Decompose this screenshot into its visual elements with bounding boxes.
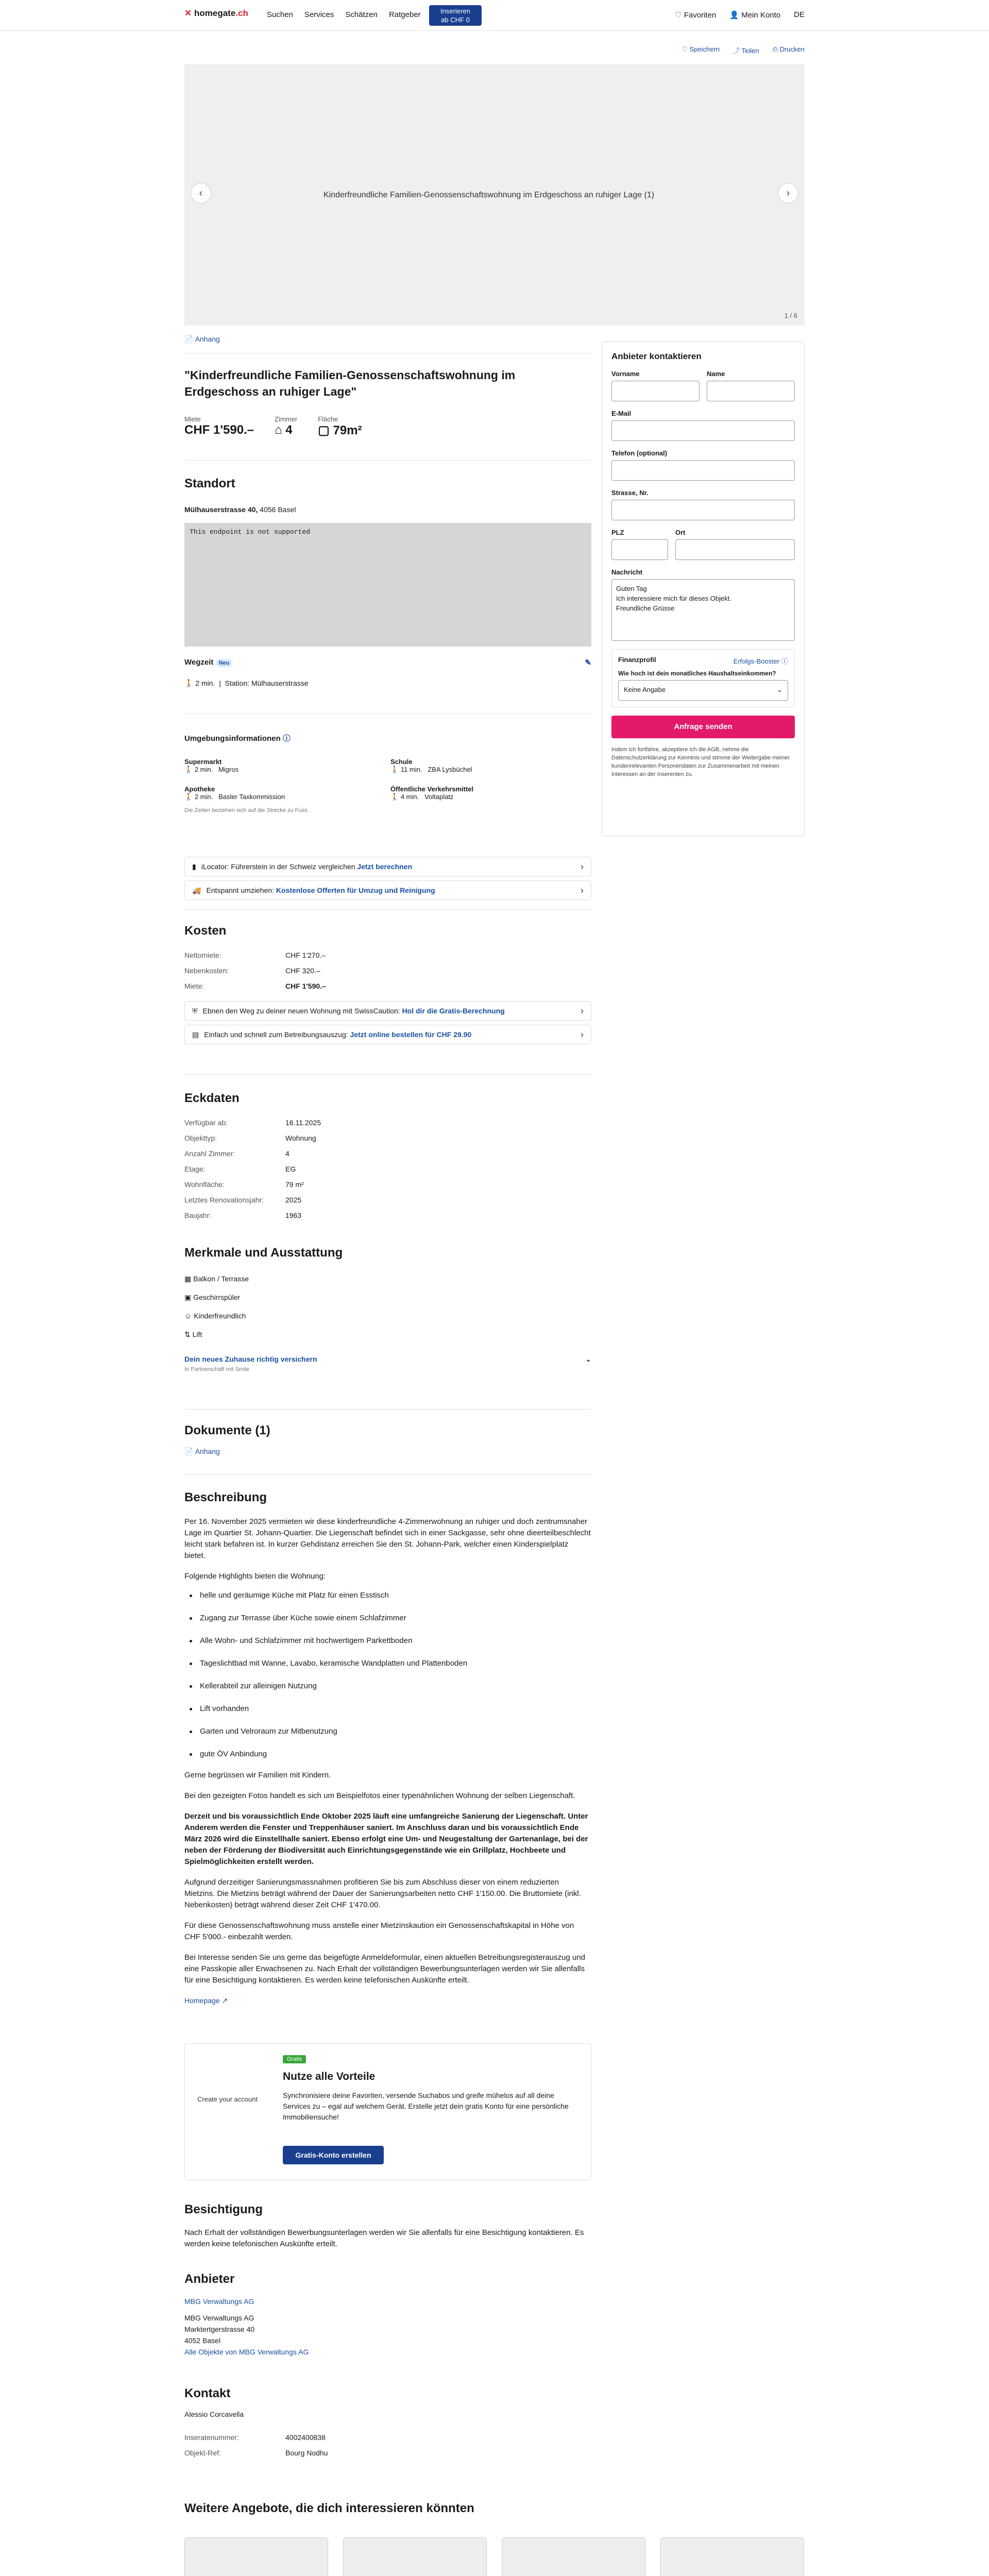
- message-textarea[interactable]: Guten Tag Ich interessiere mich für dieses Objekt. Freundliche Grüsse: [611, 579, 795, 641]
- send-request-button[interactable]: Anfrage senden: [611, 716, 795, 738]
- provider-heading: Anbieter: [184, 2272, 235, 2286]
- cost-row: Miete: CHF 1'590.–: [184, 982, 326, 990]
- printer-icon: ⎙: [772, 45, 778, 53]
- nav-estimate[interactable]: Schätzen: [345, 10, 378, 19]
- ilocator-promo[interactable]: ▮ iLocator: Führerstein in der Schweiz vergleichen Jetzt berechnen ›: [184, 857, 591, 876]
- provider-info: MBG Verwaltungs AG MBG Verwaltungs AG Marktertgerstrasse 40 4052 Basel Alle Objekte von MBG Verwaltungs AG: [184, 2296, 591, 2358]
- share-icon: ⤴: [733, 47, 740, 55]
- insert-button[interactable]: Inserieren ab CHF 0: [429, 5, 482, 26]
- description-paragraph: Gerne begrüssen wir Familien mit Kindern.: [184, 1771, 331, 1780]
- route-info: 🚶 2 min. | Station: Mülhauserstrasse: [184, 679, 309, 687]
- child-icon: ☺: [184, 1312, 192, 1320]
- swisscaution-promo[interactable]: ⛨ Ebnen den Weg zu deiner neuen Wohnung mit SwissCaution: Hol dir die Gratis-Berechnung ›: [184, 1001, 591, 1021]
- location-heading: Standort: [184, 477, 235, 490]
- description-heading: Beschreibung: [184, 1490, 267, 1504]
- booster-link[interactable]: Erfolgs-Booster ⓘ: [733, 657, 788, 665]
- detail-row: Wohnfläche: 79 m²: [184, 1180, 304, 1189]
- details-heading: Eckdaten: [184, 1091, 240, 1105]
- address: Mülhauserstrasse 40, 4056 Basel: [184, 505, 296, 514]
- user-icon: 👤: [729, 11, 740, 20]
- surroundings-heading: Umgebungsinformationen ⓘ: [184, 734, 291, 743]
- info-icon[interactable]: ⓘ: [282, 734, 291, 743]
- list-item: Tageslichtbad mit Wanne, Lavabo, keramische Wandplatten und Plattenboden: [184, 1652, 591, 1675]
- finance-profile: Finanzprofil Erfolgs-Booster ⓘ Wie hoch ist dein monatliches Haushaltseinkommen? Keine Angabe ⌄: [611, 649, 795, 707]
- image-gallery[interactable]: [184, 64, 805, 326]
- detail-row: Verfügbar ab: 16.11.2025: [184, 1118, 321, 1127]
- surrounding-item: Apotheke 🚶 2 min. Basler Taxkommission: [184, 785, 285, 801]
- chart-icon: ▮: [192, 862, 196, 871]
- nav-services[interactable]: Services: [304, 10, 334, 19]
- attachment-link[interactable]: 📄 Anhang: [184, 335, 220, 343]
- list-item: Garten und Velroraum zur Mitbenutzung: [184, 1720, 591, 1743]
- key-facts: Miete CHF 1'590.– Zimmer ⌂ 4 Fläche ▢ 79m²: [184, 415, 362, 437]
- shield-icon: ⛨: [192, 1006, 198, 1015]
- details-table: [184, 1115, 591, 1223]
- detail-row: Anzahl Zimmer: 4: [184, 1149, 289, 1158]
- detail-row: Objekttyp: Wohnung: [184, 1134, 316, 1142]
- save-button[interactable]: ♡ Speichern: [681, 45, 720, 53]
- dishwasher-icon: ▣: [184, 1293, 192, 1301]
- costs-table: [184, 947, 591, 994]
- list-item: helle und geräumige Küche mit Platz für einen Esstisch: [184, 1584, 591, 1607]
- logo[interactable]: ✕ homegate.ch: [184, 8, 248, 18]
- features-heading: Merkmale und Ausstattung: [184, 1246, 343, 1260]
- homepage-link[interactable]: Homepage ↗: [184, 1996, 228, 2005]
- gallery-counter: 1 / 6: [784, 312, 797, 319]
- feature-item: ▦ Balkon / Terrasse: [184, 1275, 249, 1283]
- list-item: Lift vorhanden: [184, 1698, 591, 1720]
- documents-heading: Dokumente (1): [184, 1423, 270, 1437]
- description-paragraph: Bei Interesse senden Sie uns gerne das beigefügte Anmeldeformular, einen aktuellen Betreibungsregisterauszug und eine Passkopie aller Erwachsenen zu. Nach Erhalt der vollständigen Bewerbungsunterlagen werden wir Sie allenfalls für eine Besichtigung kontaktieren. Es werden keine telefonischen Auskünfte erteilt.: [184, 1953, 586, 1985]
- highlights-list: [184, 1584, 591, 1766]
- create-account-button[interactable]: Gratis-Konto erstellen: [283, 2146, 384, 2164]
- income-select[interactable]: Keine Angabe ⌄: [618, 680, 788, 701]
- feature-item: ⇅ Lift: [184, 1330, 202, 1338]
- listing-card-placeholder[interactable]: [343, 2537, 487, 2576]
- description-paragraph: Für diese Genossenschaftswohnung muss anstelle einer Mietzinskaution ein Genossenschaftskapital in Höhe von CHF 5'000.- einbezahlt werden.: [184, 1921, 574, 1941]
- cost-row: Nettomiete: CHF 1'270.–: [184, 951, 326, 959]
- heart-icon: ♡: [675, 11, 682, 20]
- description-paragraph: Aufgrund derzeitiger Sanierungsmassnahmen profitieren Sie bis zum Abschluss dieser von einem reduzierten Mietzins. Die Mietzins beträgt während der Dauer der Sanierungsarbeiten netto CHF 1'150.00. Die Bruttomiete (inkl. Nebenkosten) beträgt während dieser Zeit CHF 1'470.00.: [184, 1878, 581, 1909]
- description-paragraph: Derzeit und bis voraussichtlich Ende Oktober 2025 läuft eine umfangreiche Sanierung der Liegenschaft. Unter Anderem werden die Fenster und Treppenhäuser saniert. Im Anschluss daran und bis voraussichtlich Ende März 2026 wird die Einstellhalle saniert. Ebenso erfolgt eine Um- und Neugestaltung der Gartenanlage, bei der neben der Förderung der Biodiversität auch Einrichtungsgegenstände wie ein Grillplatz, Hochbeete und Spielmöglichkeiten erstellt werden.: [184, 1812, 588, 1866]
- first-name-input[interactable]: [611, 381, 700, 401]
- smile-logo: Smile: [235, 1366, 249, 1372]
- print-button[interactable]: ⎙ Drucken: [772, 45, 805, 53]
- phone-input[interactable]: [611, 460, 795, 481]
- contact-heading: Kontakt: [184, 2386, 231, 2400]
- features-list: [184, 1269, 591, 1344]
- surrounding-item: Schule 🚶 11 min. ZBA Lysbüchel: [390, 758, 472, 773]
- site-header: [0, 0, 989, 31]
- list-item: Alle Wohn- und Schlafzimmer mit hochwertigem Parkettboden: [184, 1630, 591, 1652]
- account-link[interactable]: 👤 Mein Konto: [729, 11, 781, 20]
- free-badge: Gratis: [283, 2055, 306, 2063]
- balcony-icon: ▦: [184, 1275, 192, 1283]
- listing-actions: [681, 45, 805, 55]
- moving-promo[interactable]: 🚚 Entspannt umziehen: Kostenlose Offerten für Umzug und Reinigung ›: [184, 880, 591, 900]
- viewing-heading: Besichtigung: [184, 2202, 263, 2216]
- feature-item: ▣ Geschirrspüler: [184, 1293, 241, 1301]
- chevron-right-icon: ›: [581, 1005, 584, 1016]
- contact-row: Inseratenummer: 4002400838: [184, 2433, 326, 2442]
- nav-search[interactable]: Suchen: [267, 10, 293, 19]
- street-input[interactable]: [611, 500, 795, 520]
- description-paragraph: Folgende Highlights bieten die Wohnung:: [184, 1572, 326, 1581]
- external-link-icon: ↗: [221, 1996, 228, 2005]
- more-listings-heading: Weitere Angebote, die dich interessieren könnten: [184, 2501, 474, 2515]
- contact-form: Anbieter kontaktieren Vorname Name E-Mail Telefon (optional) Strasse, Nr. PLZ Ort Nachricht Guten Tag Ich interessiere mich für dieses Objekt. Freundliche Grüsse Finanzprofil Erfolgs-Booster ⓘ Wie hoch ist dein monatliches Haushaltseinkommen? Keine Angabe ⌄ Anfrage senden Indem ich fortfahre, akzeptiere ich die AGB, nehme die Datenschutzerklärung zur Kenntnis und stimme der Weitergabe meiner kundenrelevanten Personendaten zur Zusammenarbeit mit meinen Interessen an der Inserenten zu.: [602, 342, 805, 836]
- last-name-input[interactable]: [707, 381, 795, 401]
- insurance-partner: In Partnerschaft mit Smile: [184, 1366, 249, 1372]
- description-paragraph: Bei den gezeigten Fotos handelt es sich um Beispielfotos einer typenähnlichen Wohnung der selben Liegenschaft.: [184, 1791, 575, 1800]
- list-item: Zugang zur Terrasse über Küche sowie einem Schlafzimmer: [184, 1607, 591, 1630]
- area-icon: ▢: [318, 423, 330, 437]
- listing-title: "Kinderfreundliche Familien-Genossenschaftswohnung im Erdgeschoss an ruhiger Lage": [184, 368, 516, 398]
- route-heading: Wegzeit Neu ✎: [184, 658, 591, 667]
- city-input[interactable]: [675, 539, 795, 560]
- insurance-link[interactable]: Dein neues Zuhause richtig versichern ⌄: [184, 1355, 591, 1363]
- cost-row: Nebenkosten: CHF 320.–: [184, 967, 320, 975]
- lift-icon: ⇅: [184, 1330, 191, 1338]
- contact-table: [184, 2430, 591, 2461]
- listing-card-placeholder[interactable]: [502, 2537, 645, 2576]
- chevron-right-icon: ›: [581, 1029, 584, 1040]
- document-icon: ▤: [192, 1030, 199, 1039]
- email-input[interactable]: [611, 420, 795, 441]
- gallery-prev-button[interactable]: ‹: [191, 183, 211, 204]
- chevron-right-icon: ›: [581, 861, 584, 872]
- provider-all-listings-link[interactable]: Alle Objekte von MBG Verwaltungs AG: [184, 2348, 309, 2356]
- gallery-next-button[interactable]: ›: [778, 183, 798, 204]
- description-paragraph: Per 16. November 2025 vermieten wir diese kinderfreundliche 4-Zimmerwohnung an ruhiger und doch zentrumsnaher Lage im Quartier St. Johann-Quartier. Die Liegenschaft befindet sich in einer Sackgasse, sehr ohne dieerteilbeschlecht leicht stark befahren ist. In kurzer Gehdistanz erreichen Sie den St. Johann-Park, welcher einen Kinderspielplatz bietet.: [184, 1517, 591, 1560]
- document-icon: 📄: [184, 335, 194, 343]
- nav-guide[interactable]: Ratgeber: [388, 10, 421, 19]
- detail-row: Baujahr: 1963: [184, 1211, 302, 1219]
- edit-icon[interactable]: ✎: [585, 658, 591, 667]
- surrounding-item: Öffentliche Verkehrsmittel 🚶 4 min. Voltaplatz: [390, 785, 474, 801]
- favorites-link[interactable]: ♡ Favoriten: [675, 11, 717, 20]
- surrounding-item: Supermarkt 🚶 2 min. Migros: [184, 758, 239, 773]
- benefits-card: Gratis Create your account Nutze alle Vorteile Synchronisiere deine Favoriten, versende Suchabos und greife mühelos auf all deine Services zu – egal auf welchem Gerät. Erstelle jetzt dein gratis Konto für eine persönliche Immobiliensuche! Gratis-Konto erstellen: [184, 2043, 591, 2180]
- contact-row: Objekt-Ref: Bourg Nodhu: [184, 2449, 328, 2457]
- zip-input[interactable]: [611, 539, 668, 560]
- detail-row: Etage: EG: [184, 1165, 296, 1173]
- map[interactable]: This endpoint is not supported: [184, 523, 591, 647]
- gallery-image: Kinderfreundliche Familien-Genossenschaftswohnung im Erdgeschoss an ruhiger Lage (1): [323, 191, 655, 199]
- account-illustration: Create your account: [197, 2095, 258, 2103]
- listing-card-placeholder[interactable]: [660, 2537, 804, 2576]
- heart-icon: ♡: [681, 45, 688, 53]
- share-button[interactable]: ⤴ Teilen: [733, 47, 759, 55]
- language-select[interactable]: DE: [794, 10, 805, 19]
- provider-logo[interactable]: MBG Verwaltungs AG: [184, 2297, 254, 2306]
- debt-extract-promo[interactable]: ▤ Einfach und schnell zum Betreibungsauszug: Jetzt online bestellen für CHF 29.90 ›: [184, 1025, 591, 1044]
- detail-row: Letztes Renovationsjahr: 2025: [184, 1196, 302, 1204]
- rooms-icon: ⌂: [275, 423, 282, 437]
- truck-icon: 🚚: [192, 886, 201, 894]
- surroundings-grid: [184, 758, 591, 801]
- list-item: gute ÖV Anbindung: [184, 1743, 591, 1766]
- listing-card-placeholder[interactable]: [184, 2537, 328, 2576]
- document-link[interactable]: 📄 Anhang: [184, 1447, 220, 1455]
- costs-heading: Kosten: [184, 924, 227, 938]
- main-nav: [267, 10, 421, 19]
- feature-item: ☺ Kinderfreundlich: [184, 1312, 246, 1320]
- walk-icon: 🚶: [184, 679, 194, 687]
- document-icon: 📄: [184, 1447, 194, 1455]
- chevron-right-icon: ›: [581, 885, 584, 895]
- rent-value: CHF 1'590.–: [184, 423, 254, 437]
- list-item: Kellerabteil zur alleinigen Nutzung: [184, 1675, 591, 1698]
